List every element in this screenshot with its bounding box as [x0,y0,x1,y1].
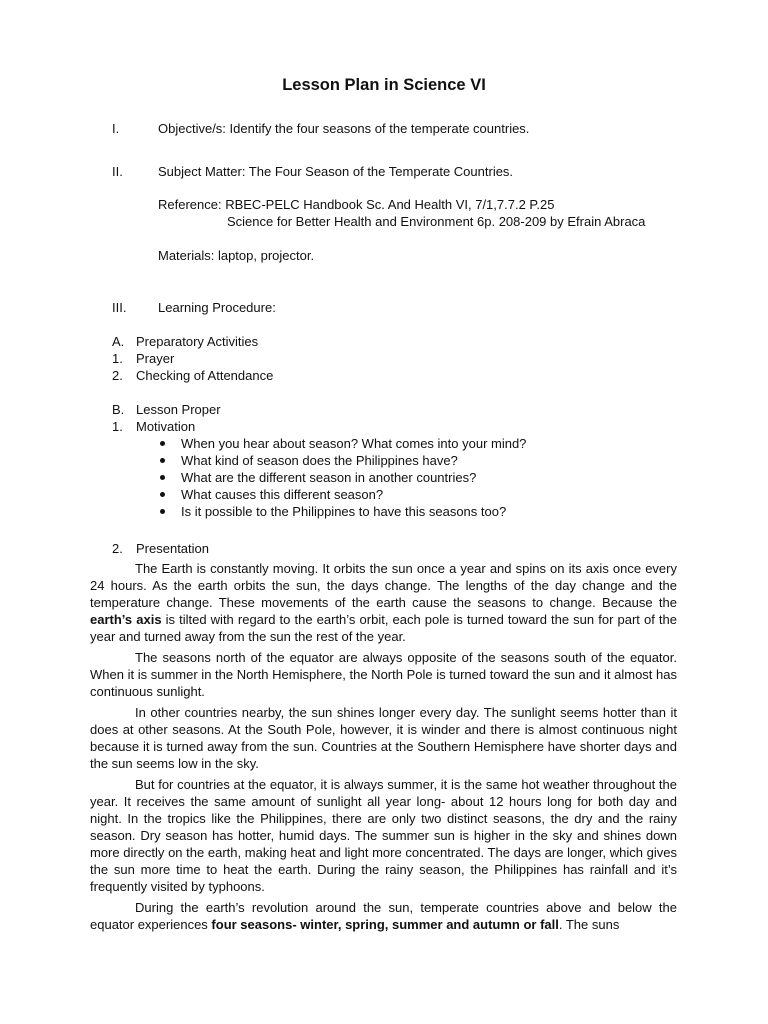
part-a-label: A. [112,334,125,349]
list-item-number: 2. [112,368,123,383]
reference-line-2: Science for Better Health and Environment 6p. 208-209 by Efrain Abraca [227,214,646,229]
learning-procedure-heading: Learning Procedure: [158,300,276,315]
list-item [112,367,273,384]
part-a-heading [112,333,258,350]
section-objective [112,120,119,137]
paragraph-equator: But for countries at the equator, it is always summer, it is the same hot weather throughout the year. It receives the same amount of sunlight all year long- about 12 hours long for both day and night. In the tropics like the Philippines, there are only two distinct seasons, the dry and the rainy season. Dry season has hotter, humid days. The summer sun is higher in the sky and shines down more directly on the earth, making heat and light more concentrated. The days are longer, which gives the sun more time to heat the earth. During the rainy season, the Philippines has rainfall and it’s frequently visited by typhoons. [90,777,677,894]
bold-term: earth’s axis [90,612,162,627]
list-item-text: Checking of Attendance [136,368,274,383]
paragraph-other-countries: In other countries nearby, the sun shines longer every day. The sunlight seems hotter than it does at other seasons. At the South Pole, however, it is winder and there is almost continuous night because it is turned away from the sun. Countries at the Southern Hemisphere have shorter days and the sun seems low in the sky. [90,705,677,771]
bullet-item: What causes this different season? [181,487,384,502]
bullet-icon [160,509,165,514]
section-numeral: I. [112,121,120,136]
bullet-item: When you hear about season? What comes into your mind? [181,436,527,451]
section-numeral: III. [112,300,127,315]
bullet-icon [160,441,165,446]
part-b-heading [112,401,221,418]
reference-line-1: Reference: RBEC-PELC Handbook Sc. And Health VI, 7/1,7.7.2 P.25 [158,197,555,212]
bullet-item: What kind of season does the Philippines have? [181,453,458,468]
list-item-number: 1. [112,419,123,434]
section-numeral: II. [112,164,123,179]
part-b-label: B. [112,402,125,417]
bullet-item: What are the different season in another countries? [181,470,477,485]
paragraph-four-seasons: During the earth’s revolution around the sun, temperate countries above and below the equator experiences four seasons- winter, spring, summer and autumn or fall. The suns [90,900,677,932]
paragraph-earth-motion: The Earth is constantly moving. It orbits the sun once a year and spins on its axis once every 24 hours. As the earth orbits the sun, the days change. The lengths of the day change and the temperature change. These movements of the earth cause the seasons to change. Because the earth’s axis is tilted with regard to the earth’s orbit, each pole is turned toward the sun for part of the year and turned away from the sun the rest of the year. [90,561,677,644]
motivation-heading [112,418,195,435]
list-item-text: Motivation [136,419,196,434]
bullet-icon [160,458,165,463]
body-text [90,560,677,933]
subject-matter-text: Subject Matter: The Four Season of the Temperate Countries. [158,164,514,179]
list-item-number: 2. [112,541,123,556]
bullet-icon [160,492,165,497]
paragraph-hemispheres: The seasons north of the equator are always opposite of the seasons south of the equator. When it is summer in the North Hemisphere, the North Pole is turned toward the sun and it almost has continuous sunlight. [90,650,677,699]
objective-text: Objective/s: Identify the four seasons of the temperate countries. [158,121,530,136]
page-title: Lesson Plan in Science VI [282,76,486,94]
list-item-text: Prayer [136,351,175,366]
list-item [112,350,174,367]
materials-text: Materials: laptop, projector. [158,248,315,263]
presentation-heading [112,540,209,557]
part-b-text: Lesson Proper [136,402,221,417]
list-item-number: 1. [112,351,123,366]
bullet-icon [160,475,165,480]
part-a-text: Preparatory Activities [136,334,259,349]
list-item-text: Presentation [136,541,209,556]
bold-term: four seasons- winter, spring, summer and autumn or fall [211,917,559,932]
bullet-item: Is it possible to the Philippines to have this seasons too? [181,504,507,519]
